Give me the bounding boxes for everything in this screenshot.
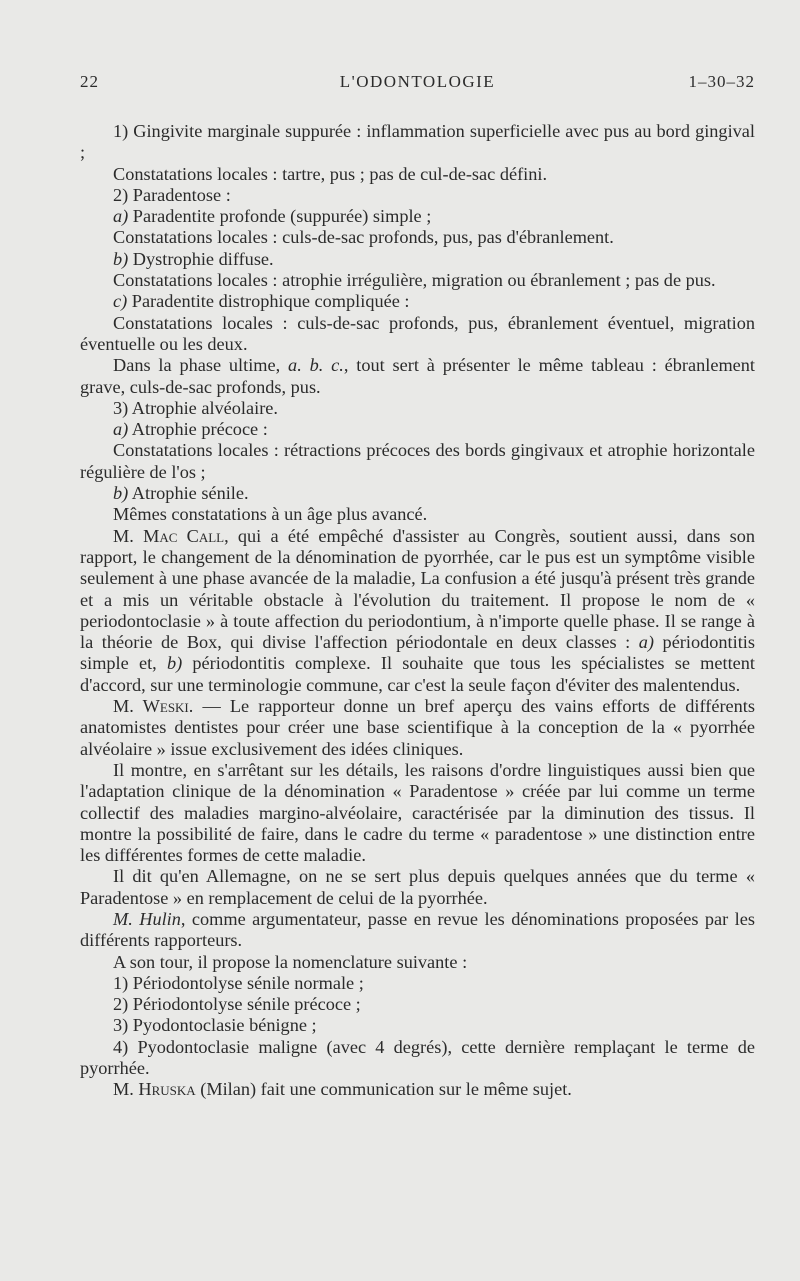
paragraph: Constatations locales : tartre, pus ; pas de cul-de-sac défini. — [113, 163, 548, 184]
text-run: Paradentite distrophique compliquée : — [127, 291, 410, 312]
issue-reference: 1–30–32 — [688, 72, 755, 91]
list-marker: a) — [113, 206, 129, 227]
list-marker: a) — [113, 419, 129, 440]
paragraph — [80, 419, 755, 440]
paragraph — [80, 483, 755, 504]
paragraph: Constatations locales : culs-de-sac profonds, pus, pas d'ébranlement. — [113, 227, 614, 248]
text-run: Dans la phase ultime, — [113, 355, 289, 376]
paragraph — [80, 909, 755, 952]
paragraph: Il montre, en s'arrêtant sur les détails, les raisons d'ordre linguistiques aussi bien que l'adaptation clinique de la dénomination « Paradentose » créée par lui comme un terme collectif des maladies margino-alvéolaire, caractérisée par la diminution des tissus. Il montre la possibilité de faire, dans le cadre du terme « paradentose » une distinction entre les différentes formes de cette maladie. — [80, 759, 755, 866]
list-marker: b) — [166, 653, 183, 674]
list-marker: b) — [113, 248, 129, 269]
paragraph: Constatations locales : rétractions précoces des bords gingivaux et atrophie horizontale régulière de l'os ; — [80, 440, 755, 482]
text-run: , comme argumentateur, passe en revue les dénominations proposées par les différents rapporteurs. — [80, 908, 755, 951]
speaker-name: M. Hulin — [113, 908, 181, 929]
paragraph — [80, 1079, 755, 1100]
text-run: , tout sert à présenter le même tableau : ébranlement grave, culs-de-sac profonds, pus. — [80, 355, 756, 397]
text-run: Dystrophie diffuse. — [128, 248, 274, 269]
list-marker: c) — [113, 291, 128, 312]
paragraph — [80, 291, 755, 312]
paragraph: 2) Paradentose : — [113, 184, 231, 205]
paragraph: 3) Atrophie alvéolaire. — [113, 397, 278, 418]
list-item: 2) Périodontolyse sénile précoce ; — [113, 994, 361, 1015]
speaker-name: M. Hruska — [113, 1079, 196, 1100]
paragraph — [80, 355, 755, 398]
paragraph: Constatations locales : atrophie irrégulière, migration ou ébranlement ; pas de pus. — [113, 270, 716, 291]
speaker-name: M. Weski — [113, 696, 189, 717]
list-item: 3) Pyodontoclasie bénigne ; — [113, 1015, 317, 1036]
journal-title: L'ODONTOLOGIE — [339, 72, 496, 91]
list-marker: a) — [638, 632, 655, 653]
list-item: 1) Périodontolyse sénile normale ; — [113, 972, 364, 993]
running-header — [80, 72, 755, 102]
paragraph: 1) Gingivite marginale suppurée : inflammation superficielle avec pus au bord gingival ; — [80, 121, 755, 163]
paragraph: A son tour, il propose la nomenclature suivante : — [113, 951, 468, 972]
list-item: 4) Pyodontoclasie maligne (avec 4 degrés), cette dernière remplaçant le terme de pyorrhée. — [80, 1036, 755, 1079]
paragraph — [80, 206, 755, 227]
text-run: Atrophie sénile. — [128, 483, 249, 504]
text-run: Paradentite profonde (suppurée) simple ; — [128, 206, 432, 227]
paragraph: Mêmes constatations à un âge plus avancé. — [113, 504, 428, 525]
paragraph — [80, 526, 755, 696]
paragraph: Constatations locales : culs-de-sac profonds, pus, ébranlement éventuel, migration éventuelle ou les deux. — [80, 312, 755, 354]
text-run: a. b. c. — [288, 355, 344, 376]
paragraph — [80, 249, 755, 270]
article-body — [80, 121, 755, 1101]
text-run: Atrophie précoce : — [128, 419, 268, 440]
text-run: périodontitis complexe. Il souhaite que tous les spécialistes se mettent d'accord, sur une terminologie commune, car c'est la seule façon d'éviter des malentendus. — [80, 653, 755, 695]
text-run: , qui a été empêché d'assister au Congrès, soutient aussi, dans son rapport, le changement de la dénomination de pyorrhée, car le pus est un symptôme visible seulement à une phase avancée de la maladie, La confusion a été jusqu'à présent très grande et a mis un véritable obstacle à l'évolution du traitement. Il propose le nom de « periodontoclasie » à toute affection du periodontium, à n'importe quelle phase. Il se range à la théorie de Box, qui divise l'affection périodontale en deux classes : — [80, 525, 755, 653]
speaker-name: M. Mac Call — [113, 525, 225, 546]
paragraph: Il dit qu'en Allemagne, on ne se sert plus depuis quelques années que du terme « Paradentose » en remplacement de celui de la pyorrhée. — [80, 866, 755, 908]
text-run: . — Le rapporteur donne un bref aperçu des vains efforts de différents anatomistes dentistes pour créer une base scientifique à la conception de la « pyorrhée alvéolaire » issue exclusivement des idées cliniques. — [80, 696, 755, 759]
paragraph — [80, 696, 755, 760]
text-run: (Milan) fait une communication sur le même sujet. — [195, 1079, 572, 1100]
page-number: 22 — [80, 72, 99, 91]
text-run: périodontitis simple et, — [80, 632, 755, 674]
list-marker: b) — [113, 483, 129, 504]
